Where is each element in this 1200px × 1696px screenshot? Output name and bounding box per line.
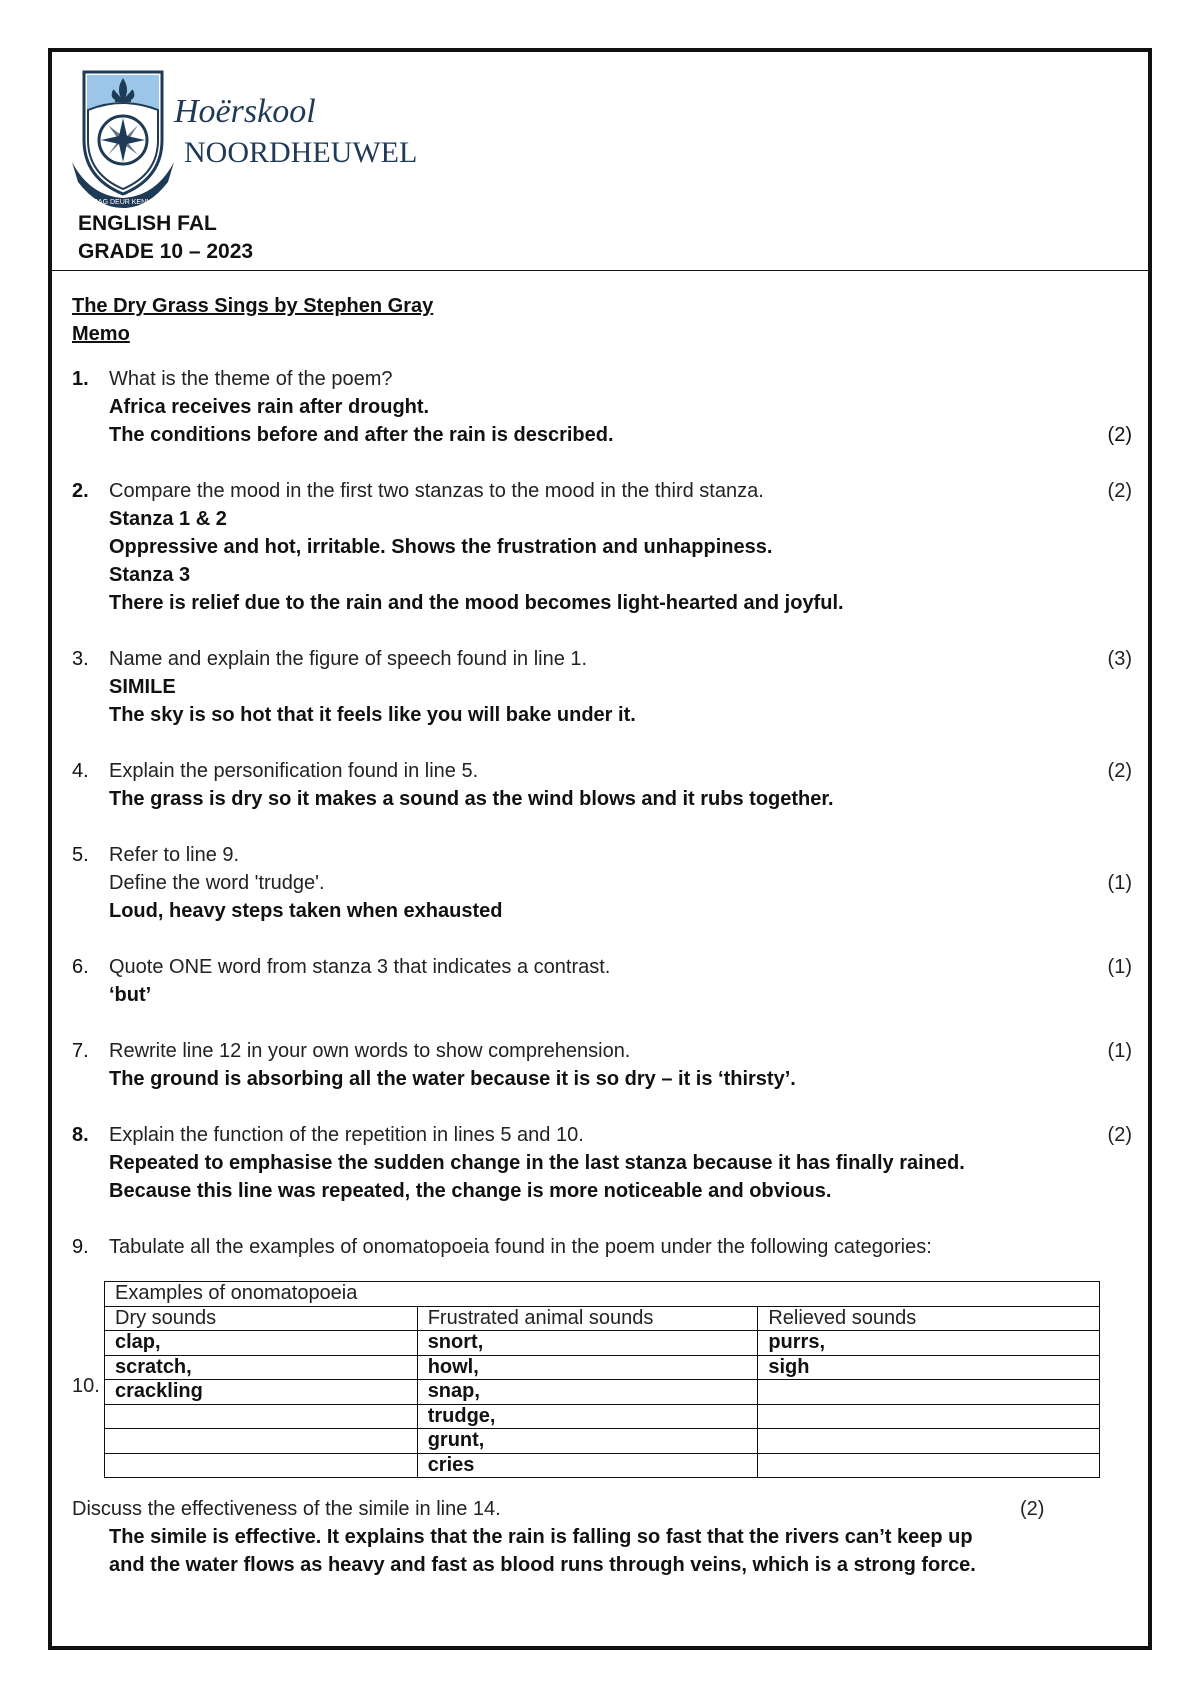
mark-allocation: (2): [1107, 424, 1132, 446]
table-cell: [105, 1404, 418, 1429]
column-header: Frustrated animal sounds: [417, 1306, 758, 1331]
answer-text: The simile is effective. It explains that the rain is falling so fast that the rivers can’t keep up: [109, 1526, 973, 1548]
table-header-row: [105, 1306, 1100, 1331]
mark-allocation: (1): [1107, 956, 1132, 978]
mark-allocation: (3): [1107, 648, 1132, 670]
question-number: 1.: [72, 368, 89, 390]
table-cell: sigh: [758, 1355, 1100, 1380]
question-line: Compare the mood in the first two stanzas to the mood in the third stanza.: [109, 480, 764, 502]
question-7: [72, 1037, 1132, 1093]
question-number: 4.: [72, 760, 89, 782]
table-cell: crackling: [105, 1380, 418, 1405]
mark-allocation: (1): [1107, 1040, 1132, 1062]
question-10-answer: [109, 1523, 1109, 1579]
table-cell: [758, 1404, 1100, 1429]
table-caption-row: [105, 1282, 1100, 1307]
question-1: [72, 365, 1132, 449]
question-number: 2.: [72, 480, 89, 502]
school-motto: KRAG DEUR KENNIS: [88, 199, 158, 206]
question-line: Quote ONE word from stanza 3 that indicates a contrast.: [109, 956, 611, 978]
question-text: Discuss the effectiveness of the simile in line 14.: [72, 1498, 501, 1520]
document-header: [78, 210, 253, 266]
memo-label: Memo: [72, 323, 130, 345]
answer-text: Stanza 3: [109, 564, 191, 586]
answer-text: [109, 421, 1132, 449]
table-row: [105, 1355, 1100, 1380]
question-6: [72, 953, 1132, 1009]
answer-text: Africa receives rain after drought.: [109, 396, 430, 418]
onomatopoeia-table: [104, 1281, 1100, 1478]
mark-allocation: (1): [1107, 872, 1132, 894]
question-line: Explain the function of the repetition in lines 5 and 10.: [109, 1124, 584, 1146]
answer-text: Stanza 1 & 2: [109, 508, 227, 530]
question-number: 8.: [72, 1124, 89, 1146]
question-8: [72, 1121, 1132, 1205]
answer-text: The sky is so hot that it feels like you will bake under it.: [109, 704, 636, 726]
table-row: [105, 1331, 1100, 1356]
question-number: 5.: [72, 844, 89, 866]
answer-text: The grass is dry so it makes a sound as the wind blows and it rubs together.: [109, 788, 834, 810]
answer-text: There is relief due to the rain and the mood becomes light-hearted and joyful.: [109, 592, 844, 614]
school-name: NOORDHEUWEL: [184, 136, 418, 169]
table-cell: scratch,: [105, 1355, 418, 1380]
question-4: [72, 757, 1132, 813]
answer-text: Repeated to emphasise the sudden change in the last stanza because it has finally rained.: [109, 1152, 965, 1174]
poem-title: The Dry Grass Sings by Stephen Gray: [72, 295, 434, 317]
question-text: [109, 869, 1132, 897]
question-3: [72, 645, 1132, 729]
question-5: [72, 841, 1132, 925]
table-cell: snort,: [417, 1331, 758, 1356]
question-2: [72, 477, 1132, 617]
table-caption: Examples of onomatopoeia: [105, 1282, 1100, 1307]
question-text: [109, 645, 1132, 673]
question-10: [72, 1495, 1052, 1523]
school-name-script: Hoërskool: [174, 93, 316, 130]
subject-label: ENGLISH FAL: [78, 212, 217, 235]
question-number: 6.: [72, 956, 89, 978]
grade-label: GRADE 10 – 2023: [78, 240, 254, 263]
crest-icon: [72, 72, 174, 208]
answer-text: Oppressive and hot, irritable. Shows the frustration and unhappiness.: [109, 536, 773, 558]
table-row: [105, 1453, 1100, 1478]
answer-line: The conditions before and after the rain is described.: [109, 424, 614, 446]
question-text: What is the theme of the poem?: [109, 368, 393, 390]
mark-allocation: (2): [1107, 480, 1132, 502]
table-cell: purrs,: [758, 1331, 1100, 1356]
table-cell: [105, 1453, 418, 1478]
question-text: Refer to line 9.: [109, 844, 240, 866]
table-cell: [758, 1453, 1100, 1478]
answer-text: and the water flows as heavy and fast as blood runs through veins, which is a strong force.: [109, 1554, 976, 1576]
table-cell: cries: [417, 1453, 758, 1478]
column-header: Relieved sounds: [758, 1306, 1100, 1331]
answer-text: Loud, heavy steps taken when exhausted: [109, 900, 503, 922]
mark-allocation: (2): [1107, 1124, 1132, 1146]
mark-allocation: (2): [1020, 1498, 1045, 1520]
question-number: 9.: [72, 1236, 89, 1258]
answer-text: ‘but’: [109, 984, 152, 1006]
question-text: [109, 953, 1132, 981]
question-number: 3.: [72, 648, 89, 670]
question-line: Rewrite line 12 in your own words to show comprehension.: [109, 1040, 631, 1062]
question-line: Explain the personification found in line 5.: [109, 760, 479, 782]
table-cell: [758, 1380, 1100, 1405]
table-cell: [758, 1429, 1100, 1454]
table-cell: howl,: [417, 1355, 758, 1380]
question-line: Name and explain the figure of speech found in line 1.: [109, 648, 588, 670]
table-row: [105, 1429, 1100, 1454]
header-divider: [52, 270, 1148, 271]
column-header: Dry sounds: [105, 1306, 418, 1331]
school-logo: [70, 70, 470, 210]
table-cell: [105, 1429, 418, 1454]
table-cell: grunt,: [417, 1429, 758, 1454]
table-cell: snap,: [417, 1380, 758, 1405]
question-text: [109, 1037, 1132, 1065]
answer-text: SIMILE: [109, 676, 176, 698]
table-cell: trudge,: [417, 1404, 758, 1429]
question-number: 7.: [72, 1040, 89, 1062]
table-cell: clap,: [105, 1331, 418, 1356]
question-9: [72, 1233, 1132, 1261]
question-line: Define the word 'trudge'.: [109, 872, 325, 894]
question-text: [109, 477, 1132, 505]
mark-allocation: (2): [1107, 760, 1132, 782]
question-text: [109, 757, 1132, 785]
answer-text: The ground is absorbing all the water because it is so dry – it is ‘thirsty’.: [109, 1068, 796, 1090]
question-text: [109, 1121, 1132, 1149]
table-row: [105, 1380, 1100, 1405]
question-10-number: 10.: [72, 1375, 100, 1397]
answer-text: Because this line was repeated, the change is more noticeable and obvious.: [109, 1180, 832, 1202]
document-title: [72, 292, 433, 348]
table-row: [105, 1404, 1100, 1429]
question-text: Tabulate all the examples of onomatopoeia found in the poem under the following categories:: [109, 1236, 932, 1258]
